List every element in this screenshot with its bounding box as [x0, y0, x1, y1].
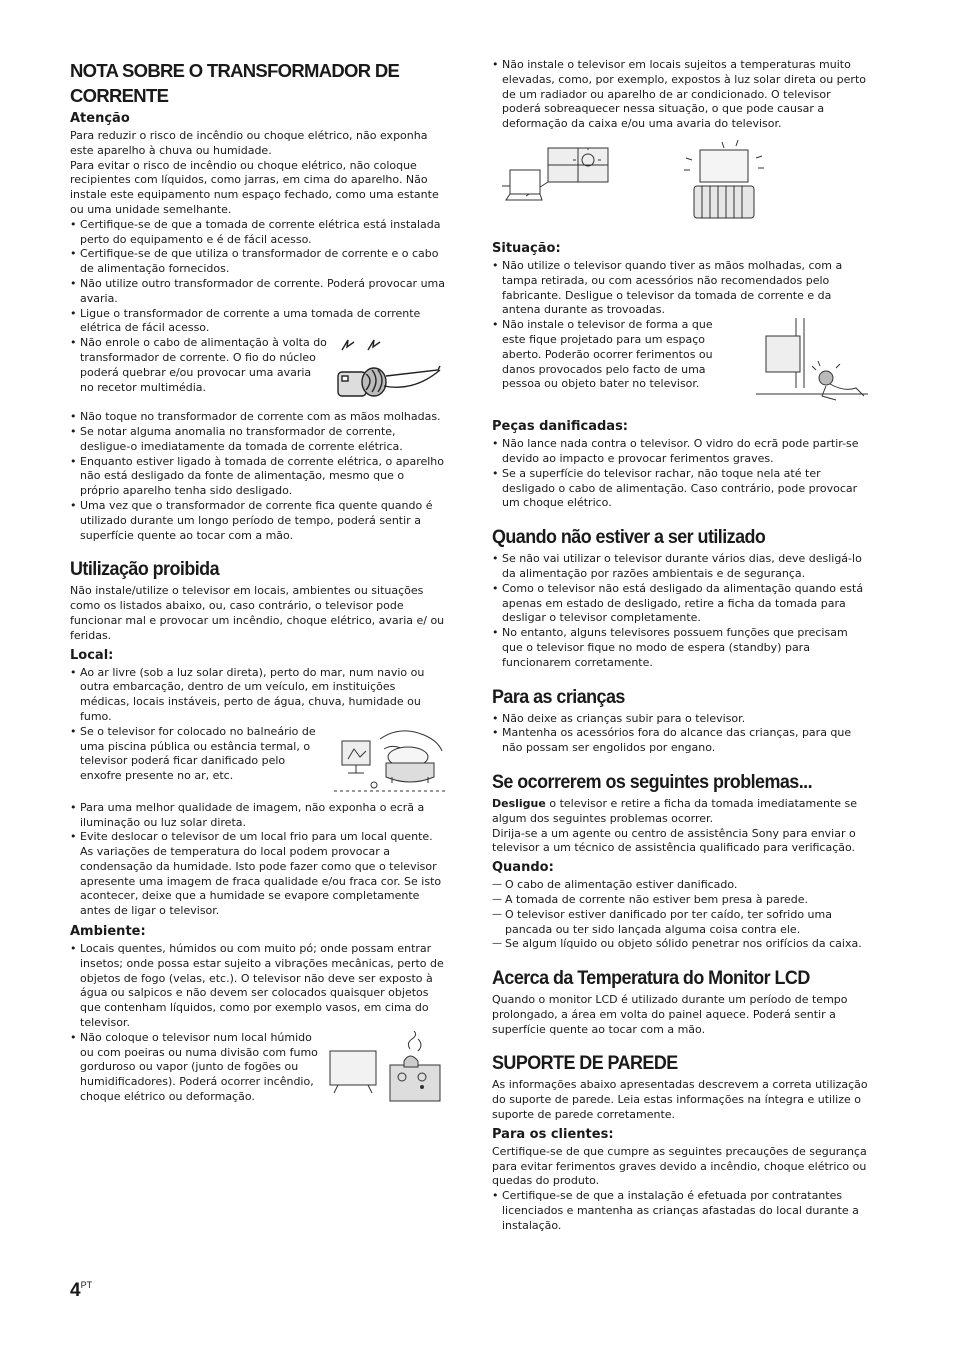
criancas-bullets — [492, 712, 869, 756]
left-column — [70, 58, 446, 1119]
list-item: • Certifique-se de que utiliza o transformador de corrente e o cabo de alimentação fornecidos. — [70, 247, 446, 277]
adapter-cable-illustration — [334, 336, 446, 402]
ambiente-bullets — [70, 942, 446, 1031]
list-item: — A tomada de corrente não estiver bem presa à parede. — [492, 893, 869, 908]
right-column — [492, 58, 869, 1248]
list-item: • Ao ar livre (sob a luz solar direta), perto do mar, num navio ou outra embarcação, dentro de um veículo, em instituições médicas, locais instáveis, perto de água, chuva, humidade ou fumo. — [70, 666, 446, 725]
list-item: • Enquanto estiver ligado à tomada de corrente elétrica, o aparelho não está desligado da fonte de alimentação, mesmo que o próprio aparelho tenha sido desligado. — [70, 455, 446, 499]
section-title-criancas: Para as crianças — [492, 685, 625, 708]
heading-ambiente: Ambiente: — [70, 924, 146, 940]
suporte-p: As informações abaixo apresentadas descrevem a correta utilização do suporte de parede. Leia estas informações na íntegra e utilize o suporte de parede corretamente. — [492, 1078, 868, 1122]
nota-bullets-a — [70, 218, 446, 336]
list-item: • Não coloque o televisor num local húmido ou com poeiras ou numa divisão com fumo gorduroso ou vapor (junto de fogões ou humidificadores). Poderá ocorrer incêndio, choque elétrico ou deformação. — [70, 1031, 322, 1105]
lcd-p: Quando o monitor LCD é utilizado durante um período de tempo prolongado, a área em volta do painel aquece. Poderá sentir a superfície quente ao tocar com a mão. — [492, 993, 848, 1036]
list-item: • Como o televisor não está desligado da alimentação quando está apenas em estado de desligado, retire a ficha da tomada para desligar o televisor completamente. — [492, 582, 869, 626]
sunlight-window-illustration — [502, 146, 612, 208]
quando-nao-bullets — [492, 552, 869, 670]
section-title-suporte: SUPORTE DE PAREDE — [492, 1052, 678, 1075]
list-item: • Não deixe as crianças subir para o televisor. — [492, 712, 869, 727]
section-quando-nao — [492, 525, 869, 670]
local-bullets-1 — [70, 666, 446, 725]
section-criancas — [492, 685, 869, 756]
situacao-bullets — [492, 259, 869, 318]
problemas-bold: Desligue — [492, 796, 546, 810]
problemas-dash-list — [492, 878, 869, 952]
list-item: • Se o televisor for colocado no balneário de uma piscina pública ou estância termal, o televisor poderá ficar danificado pelo enxofre presente no ar, etc. — [70, 725, 328, 784]
problemas-p1-rest: o televisor e retire a ficha da tomada imediatamente se algum dos seguintes problemas ocorrer. — [492, 796, 858, 825]
list-item: — O cabo de alimentação estiver danificado. — [492, 878, 869, 893]
list-item: • Certifique-se de que a instalação é efetuada por contratantes licenciados e mantenha as crianças afastadas do local durante a instalação. — [492, 1189, 869, 1233]
heading-pecas: Peças danificadas: — [492, 419, 629, 435]
nota-bullets-b — [70, 410, 446, 543]
section-suporte — [492, 1051, 869, 1233]
list-item: — Se algum líquido ou objeto sólido penetrar nos orifícios da caixa. — [492, 937, 869, 952]
list-item: • Para uma melhor qualidade de imagem, não exponha o ecrã a iluminação ou luz solar direta. — [70, 801, 446, 831]
pecas-bullets — [492, 437, 869, 511]
ambiente-figure-row — [70, 1031, 446, 1105]
section-title-problemas: Se ocorrerem os seguintes problemas... — [492, 770, 813, 793]
wall-mount-bump-illustration — [756, 318, 868, 410]
problemas-p2: Dirija-se a um agente ou centro de assistência Sony para enviar o televisor a um técnico de assistência qualificado para verificação. — [492, 826, 856, 855]
section-title-utilizacao: Utilização proibida — [70, 558, 220, 581]
bath-spa-illustration — [334, 725, 446, 795]
list-item: • Se notar alguma anomalia no transformador de corrente, desligue-o imediatamente da tomada de corrente elétrica. — [70, 425, 446, 455]
suporte-p2: Certifique-se de que cumpre as seguintes precauções de segurança para evitar ferimentos graves devido a incêndio, choque elétrico ou quedas do produto. — [492, 1144, 867, 1188]
situacao-figure-row — [492, 318, 869, 410]
temperature-bullet — [492, 58, 869, 132]
page-lang: PT — [80, 1280, 93, 1290]
list-item: • Certifique-se de que a tomada de corrente elétrica está instalada perto do equipamento e é de fácil acesso. — [70, 218, 446, 248]
section-nota-transformador — [70, 58, 446, 543]
list-item: • Não instale o televisor de forma a que este fique projetado para um espaço aberto. Poderão ocorrer ferimentos ou danos provocados pelo facto de uma pessoa ou objeto bater no televisor. — [492, 318, 724, 392]
list-item: • Se a superfície do televisor rachar, não toque nela até ter desligado o cabo de alimentação. Caso contrário, pode provocar um choque elétrico. — [492, 467, 869, 511]
section-title-nota: NOTA SOBRE O TRANSFORMADOR DE CORRENTE — [70, 60, 400, 106]
list-item: • Não utilize outro transformador de corrente. Poderá provocar uma avaria. — [70, 277, 446, 307]
page-number — [70, 1280, 92, 1302]
utilizacao-intro: Não instale/utilize o televisor em locais, ambientes ou situações como os listados abaixo, ou, caso contrário, o televisor pode funcionar mal e provocar um incêndio, choque elétrico, avaria e/ ou feridas. — [70, 584, 445, 642]
section-problemas — [492, 770, 869, 952]
section-title-quando-nao: Quando não estiver a ser utilizado — [492, 526, 766, 549]
heading-atencao: Atenção — [70, 111, 130, 126]
sun-radiator-figures — [492, 138, 869, 238]
nota-p2: Para evitar o risco de incêndio ou choque elétrico, não coloque recipientes com líquidos, como jarras, em cima do aparelho. Não instale este equipamento num espaço fechado, como uma estante ou uma unidade semelhante. — [70, 158, 439, 216]
list-item: • Não instale o televisor em locais sujeitos a temperaturas muito elevadas, como, por exemplo, expostos à luz solar direta ou perto de um radiador ou aparelho de ar condicionado. O televisor poderá sobreaquecer nessa situação, o que pode causar a deformação da caixa e/ou uma avaria do televisor. — [492, 58, 869, 132]
list-item: • Não lance nada contra o televisor. O vidro do ecrã pode partir-se devido ao impacto e provocar ferimentos graves. — [492, 437, 869, 467]
list-item: • Se não vai utilizar o televisor durante vários dias, deve desligá-lo da alimentação por razões ambientais e de segurança. — [492, 552, 869, 582]
list-item: • No entanto, alguns televisores possuem funções que precisam que o televisor fique no modo de espera (standby) para funcionarem corretamente. — [492, 626, 869, 670]
list-item: • Não enrole o cabo de alimentação à volta do transformador de corrente. O fio do núcleo poderá quebrar e/ou provocar uma avaria no recetor multimédia. — [70, 336, 328, 395]
local-bullets-2 — [70, 801, 446, 919]
section-utilizacao-proibida — [70, 557, 446, 1105]
radiator-illustration — [682, 138, 772, 220]
heading-situacao: Situação: — [492, 240, 561, 256]
section-title-lcd: Acerca da Temperatura do Monitor LCD — [492, 967, 810, 990]
list-item: • Mantenha os acessórios fora do alcance das crianças, para que não possam ser engolidos por engano. — [492, 726, 869, 756]
list-item: — O televisor estiver danificado por ter caído, ter sofrido uma pancada ou ter sido lançada alguma coisa contra ele. — [492, 908, 869, 938]
local-figure-row — [70, 725, 446, 795]
list-item: • Evite deslocar o televisor de um local frio para um local quente. As variações de temperatura do local podem provocar a condensação da humidade. Isto pode fazer como que o televisor apresente uma imagem de fraca qualidade e/ou fraca cor. Se isto acontecer, deixe que a humidade se evapore completamente antes de ligar o televisor. — [70, 830, 446, 919]
section-lcd — [492, 966, 869, 1037]
stove-steam-illustration — [326, 1031, 444, 1103]
heading-local: Local: — [70, 647, 114, 663]
nota-figure-row — [70, 336, 446, 402]
list-item: • Uma vez que o transformador de corrente fica quente quando é utilizado durante um longo período de tempo, poderá sentir a superfície quente ao tocar com a mão. — [70, 499, 446, 543]
nota-p1: Para reduzir o risco de incêndio ou choque elétrico, não exponha este aparelho à chuva ou humidade. — [70, 129, 428, 157]
list-item: • Locais quentes, húmidos ou com muito pó; onde possam entrar insetos; onde possa estar sujeito a vibrações mecânicas, perto de objetos de fogo (velas, etc.). O televisor não deve ser exposto à água ou salpicos e não devem ser colocados quaisquer objetos que contenham líquidos, como por exemplo vasos, em cima do televisor. — [70, 942, 446, 1031]
problemas-p1 — [492, 797, 869, 827]
heading-quando: Quando: — [492, 860, 554, 876]
page-number-value: 4 — [70, 1280, 81, 1301]
list-item: • Não toque no transformador de corrente com as mãos molhadas. — [70, 410, 446, 425]
list-item: • Não utilize o televisor quando tiver as mãos molhadas, com a tampa retirada, ou com acessórios não recomendados pelo fabricante. Desligue o televisor da tomada de corrente e da antena durante as trovoadas. — [492, 259, 869, 318]
list-item: • Ligue o transformador de corrente a uma tomada de corrente elétrica de fácil acesso. — [70, 307, 446, 337]
suporte-bullets — [492, 1189, 869, 1233]
heading-clientes: Para os clientes: — [492, 1126, 614, 1142]
